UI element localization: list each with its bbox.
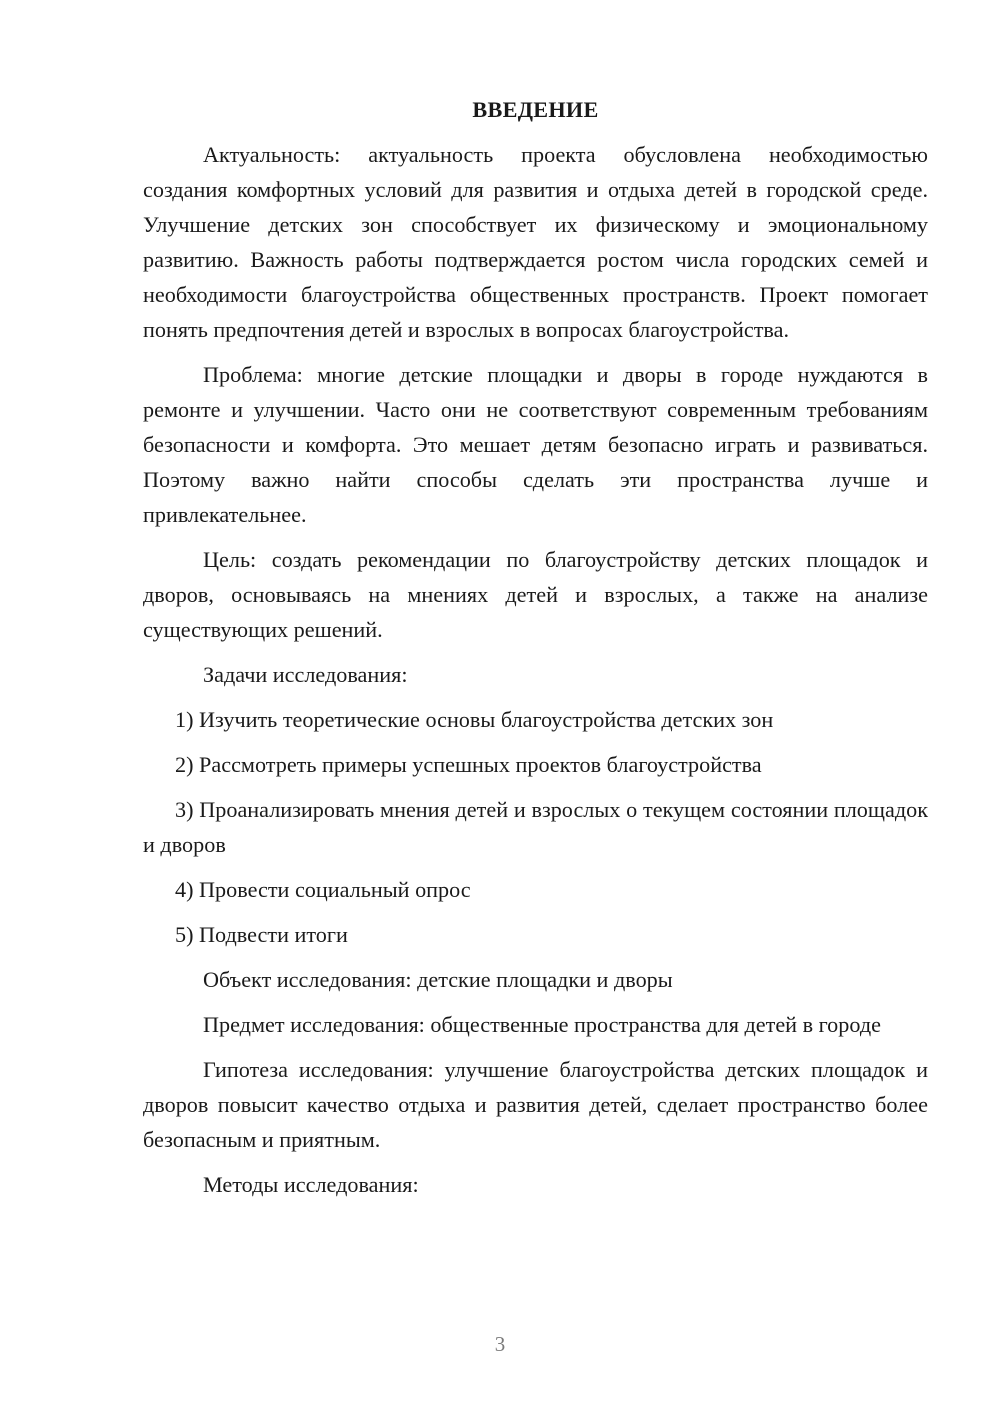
- tasks-heading: Задачи исследования:: [203, 662, 408, 687]
- section-title: ВВЕДЕНИЕ: [472, 97, 599, 122]
- goal-paragraph: Цель: создать рекомендации по благоустройству детских площадок и дворов, основываясь на мнениях детей и взрослых, а также на анализе существующих решений.: [143, 547, 928, 642]
- task-item: 1) Изучить теоретические основы благоустройства детских зон: [175, 707, 774, 732]
- hypothesis-paragraph: Гипотеза исследования: улучшение благоустройства детских площадок и дворов повысит качество отдыха и развития детей, сделает пространство более безопасным и приятным.: [143, 1057, 928, 1152]
- task-item: 2) Рассмотреть примеры успешных проектов благоустройства: [175, 752, 762, 777]
- page-number: 3: [494, 1332, 506, 1356]
- subject-paragraph: Предмет исследования: общественные пространства для детей в городе: [203, 1012, 881, 1037]
- relevance-paragraph: Актуальность: актуальность проекта обусловлена необходимостью создания комфортных условий для развития и отдыха детей в городской среде. Улучшение детских зон способствует их физическому и эмоциональному развитию. Важность работы подтверждается ростом числа городских семей и необходимости благоустройства общественных пространств. Проект помогает понять предпочтения детей и взрослых в вопросах благоустройства.: [143, 142, 928, 342]
- tasks-list: [143, 702, 928, 952]
- problem-paragraph: Проблема: многие детские площадки и дворы в городе нуждаются в ремонте и улучшении. Часто они не соответствуют современным требованиям безопасности и комфорта. Это мешает детям безопасно играть и развиваться. Поэтому важно найти способы сделать эти пространства лучше и привлекательнее.: [143, 362, 928, 527]
- task-item: 5) Подвести итоги: [175, 922, 348, 947]
- task-item: 3) Проанализировать мнения детей и взрослых о текущем состоянии площадок и дворов: [143, 797, 928, 857]
- page-content: [143, 92, 928, 1212]
- methods-heading: Методы исследования:: [203, 1172, 419, 1197]
- object-paragraph: Объект исследования: детские площадки и дворы: [203, 967, 673, 992]
- task-item: 4) Провести социальный опрос: [175, 877, 471, 902]
